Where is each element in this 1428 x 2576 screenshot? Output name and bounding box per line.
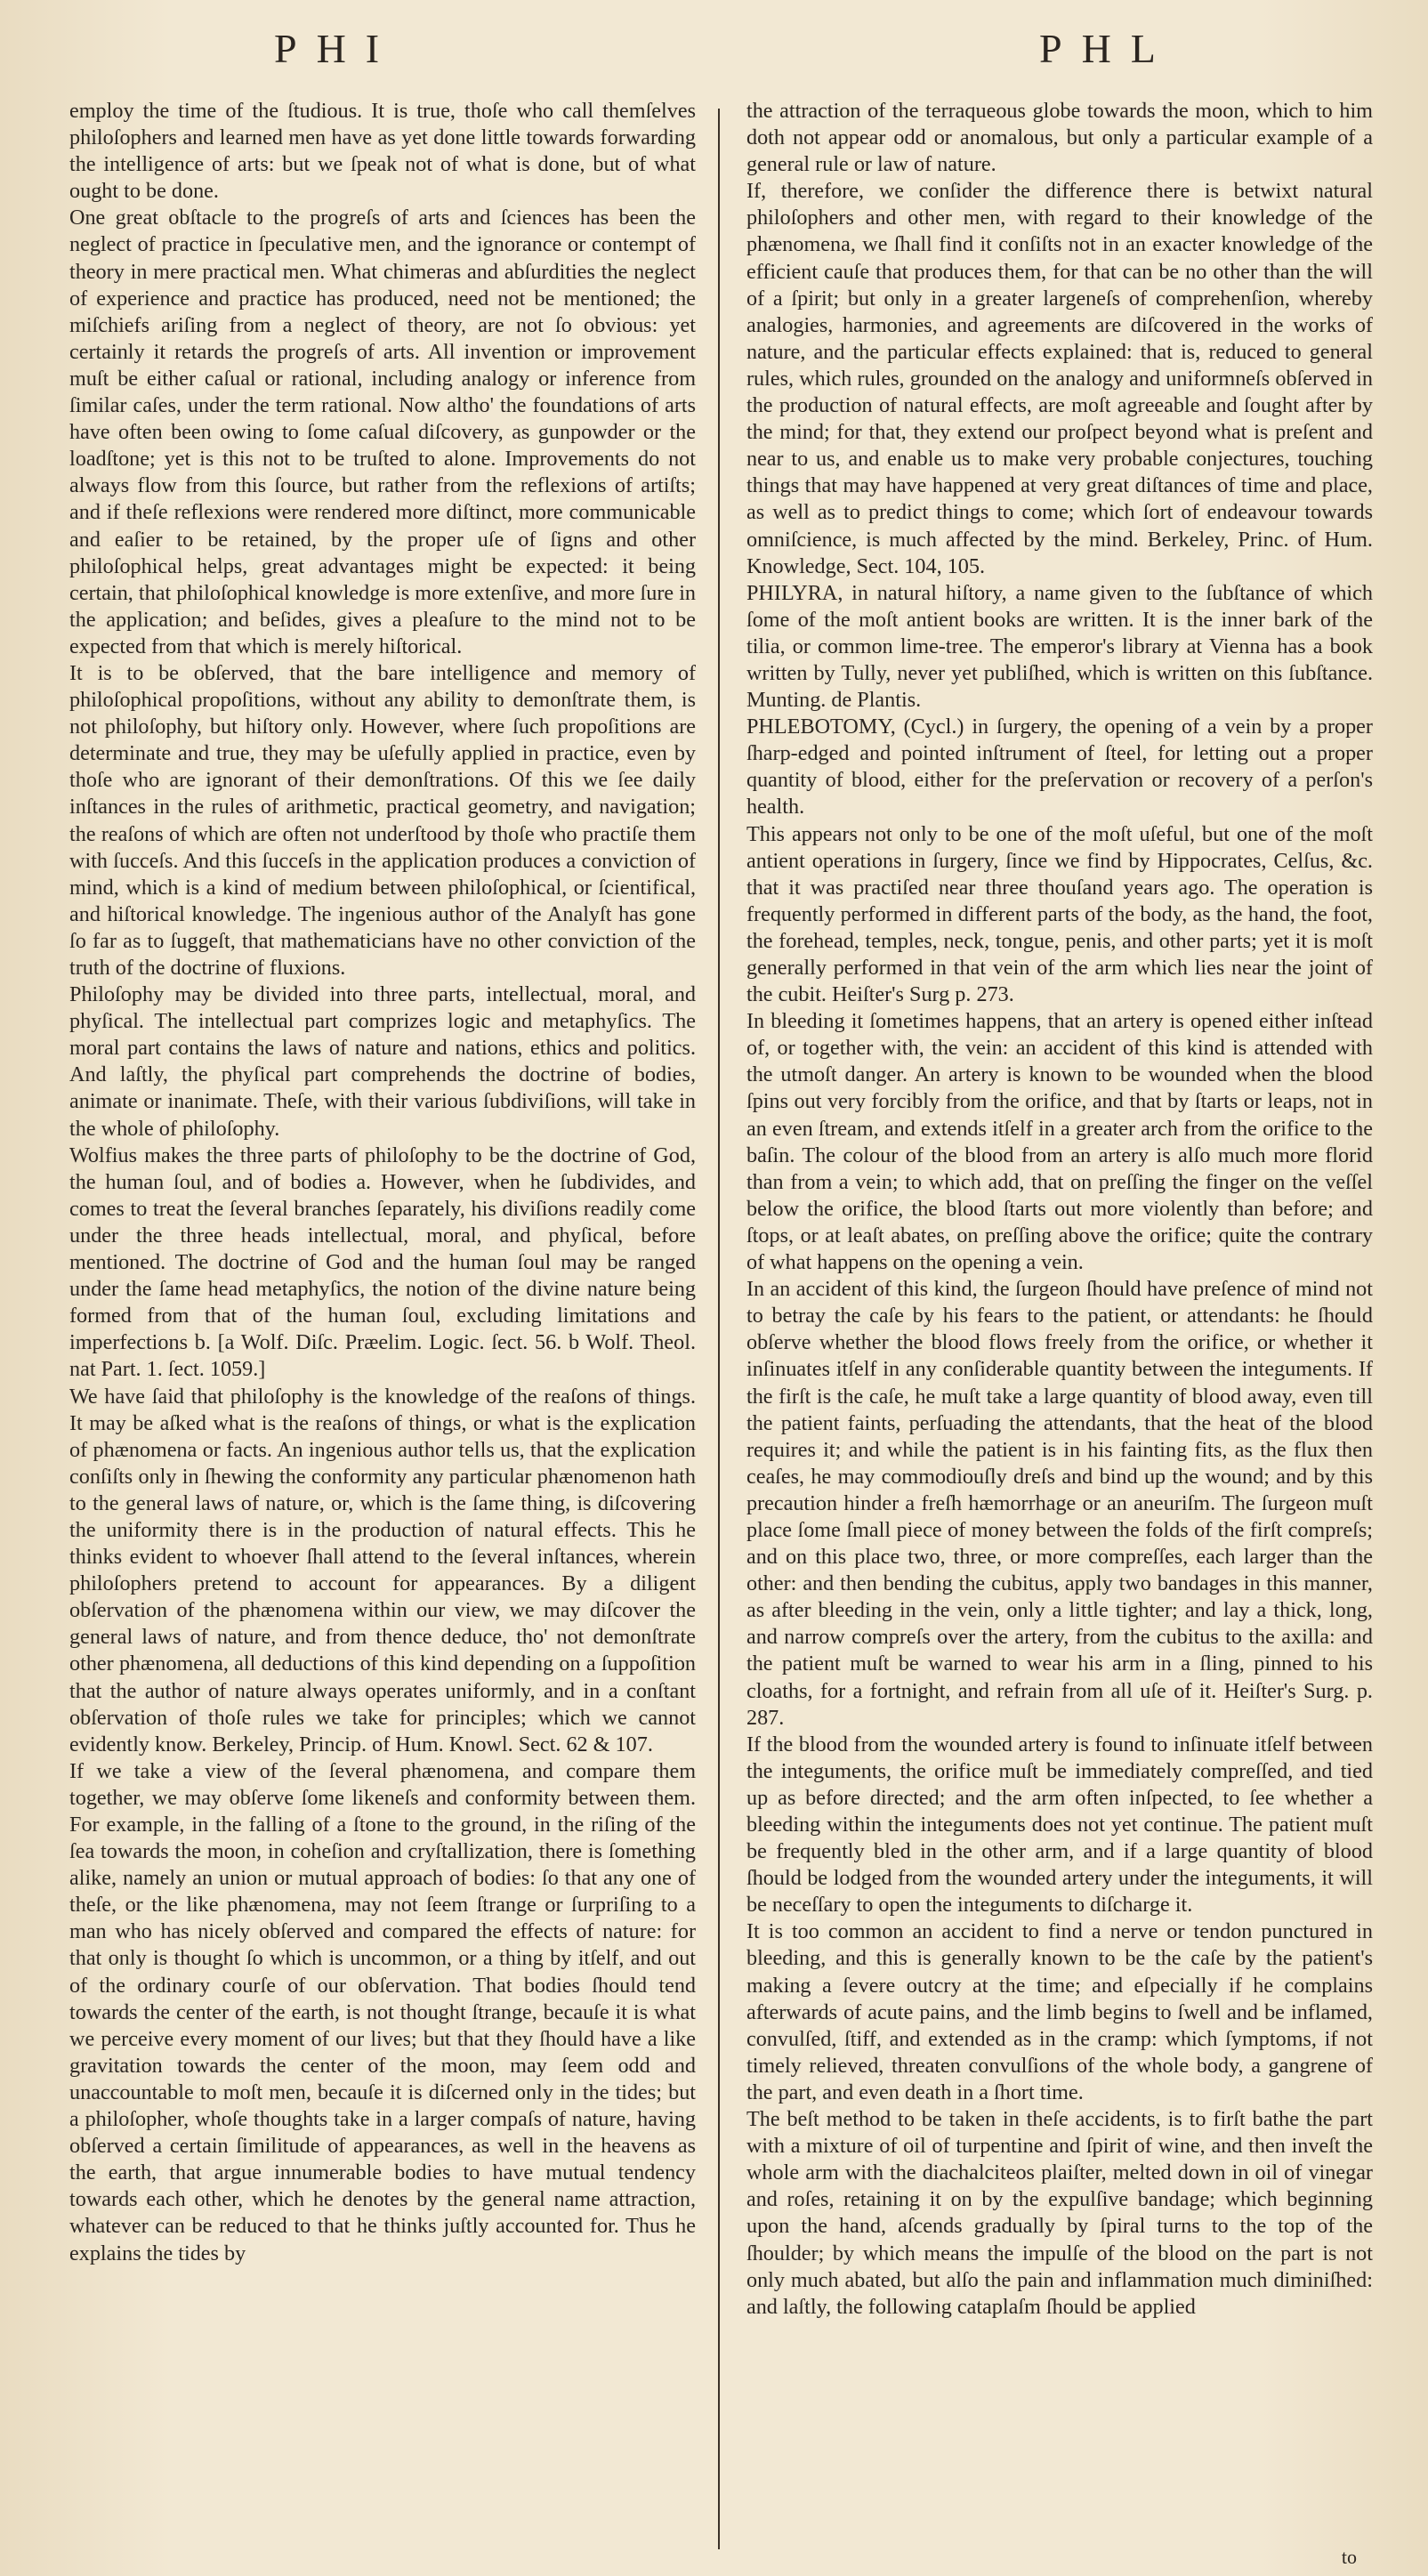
paragraph: It is to be obſerved, that the bare intelligence and memory of philoſophical propoſitions, without any ability to demonſtrate them, is not philoſophy, but hiſtory only. However, where ſuch propoſitions are determinate and true, they may be uſefully applied in practice, even by thoſe who are ignorant of their demonſtrations. Of this we ſee daily inſtances in the rules of arithmetic, practical geometry, and navigation; the reaſons of which are often not underſtood by thoſe who practiſe them with ſucceſs. And this ſucceſs in the application produces a conviction of mind, which is a kind of medium between philoſophical, or ſcientifical, and hiſtorical knowledge. The ingenious author of the Analyſt has gone ſo far as to ſuggeſt, that mathematicians have no other conviction of the truth of the doctrine of fluxions. [69, 660, 697, 980]
paragraph: In an accident of this kind, the ſurgeon ſhould have preſence of mind not to betray the caſe by his fears to the patient, or attendants: he ſhould obſerve whether the blood flows freely from the orifice, or whether it inſinuates itſelf in any conſiderable quantity between the integuments. If the firſt is the caſe, he muſt take a large quantity of blood away, even till the patient faints, perſuading the attendants, that the heat of the blood requires it; and while the patient is in his fainting fits, as the flux then ceaſes, he may commodiouſly dreſs and bind up the wound; and by this precaution hinder a freſh hæmorrhage or an aneuriſm. The ſurgeon muſt place ſome ſmall piece of money between the folds of the firſt compreſs; and on this place two, three, or more compreſſes, each larger than the other: and then bending the cubitus, apply two bandages in this manner, as after bleeding in the vein, only a little tighter; and lay a thick, long, and narrow compreſs over the artery, from the cubitus to the axilla: and the patient muſt be warned to wear his arm in a ſling, pinned to his cloaths, for a fortnight, and refrain from all uſe of it. Heiſter's Surg. p. 287. [746, 1277, 1373, 1730]
paragraph: If we take a view of the ſeveral phænomena, and compare them together, we may obſerve ſome likeneſs and conformity between them. For example, in the falling of a ſtone to the ground, in the riſing of the ſea towards the moon, in coheſion and cryſtallization, there is ſomething alike, namely an union or mutual approach of bodies: ſo that any one of theſe, or the like phænomena, may not ſeem ſtrange or ſurpriſing to a man who has nicely obſerved and compared the effects of nature: for that only is thought ſo which is uncommon, or a thing by itſelf, and out of the ordinary courſe of our obſervation. That bodies ſhould tend towards the center of the earth, is not thought ſtrange, becauſe it is what we perceive every moment of our lives; but that they ſhould have a like gravitation towards the center of the moon, may ſeem odd and unaccountable to moſt men, becauſe it is diſcerned only in the tides; but a philoſopher, whoſe thoughts take in a larger compaſs of nature, having obſerved a certain ſimilitude of appearances, as well in the heavens as the earth, that argue innumerable bodies to have mutual tendency towards each other, which he denotes by the general name attraction, whatever can be reduced to that he thinks juſtly accounted for. Thus he explains the tides by [69, 1758, 697, 2265]
paragraph: PHILYRA, in natural hiſtory, a name given to the ſubſtance of which ſome of the moſt antient books are written. It is the inner bark of the tilia, or common lime-tree. The emperor's library at Vienna has a book written by Tully, never yet publiſhed, which is written on this ſubſtance. Munting. de Plantis. [746, 580, 1373, 713]
paragraph: PHLEBOTOMY, (Cycl.) in ſurgery, the opening of a vein by a proper ſharp-edged and pointed inſtrument of ſteel, for letting out a proper quantity of blood, either for the preſervation or recovery of a perſon's health. [746, 715, 1373, 820]
paragraph: One great obſtacle to the progreſs of arts and ſciences has been the neglect of practice in ſpeculative men, and the ignorance or contempt of theory in mere practical men. What chimeras and abſurdities the neglect of experience and practice has produced, need not be mentioned; the miſchiefs ariſing from a neglect of theory, are not ſo obvious: yet certainly it retards the progreſs of arts. All invention or improvement muſt be either caſual or rational, including analogy or inference from ſimilar caſes, under the term rational. Now altho' the foundations of arts have often been owing to ſome caſual diſcovery, as gunpowder or the loadſtone; yet is this not to be truſted to alone. Improvements do not always flow from this ſource, but rather from the reflexions of artiſts; and if theſe reflexions were rendered more diſtinct, more communicable and eaſier to be retained, by the proper uſe of ſigns and other philoſophical helps, great advantages might be expected: it being certain, that philoſophical knowledge is more extenſive, and more ſure in the application; and beſides, gives a pleaſure to the mind not to be expected from that which is merely hiſtorical. [69, 206, 697, 658]
left-column [69, 98, 696, 2549]
text-columns [69, 98, 1373, 2549]
running-head-left: PHI [274, 26, 399, 71]
column-divider [718, 109, 720, 2549]
paragraph: the attraction of the terraqueous globe towards the moon, which to him doth not appear odd or anomalous, but only a particular example of a general rule or law of nature. [746, 99, 1373, 177]
right-column [746, 98, 1373, 2549]
catchword: to [1341, 2546, 1357, 2568]
paragraph: Wolfius makes the three parts of philoſophy to be the doctrine of God, the human ſoul, and of bodies a. However, when he ſubdivides, and comes to treat the ſeveral branches ſeparately, his diviſions readily come under the three heads intellectual, moral, and phyſical, before mentioned. The doctrine of God and the human ſoul may be ranged under the ſame head metaphyſics, the notion of the divine nature being formed from that of the human ſoul, excluding limitations and imperfections b. [a Wolf. Diſc. Præelim. Logic. ſect. 56. b Wolf. Theol. nat Part. 1. ſect. 1059.] [69, 1143, 697, 1382]
page-header [69, 0, 1373, 89]
paragraph: This appears not only to be one of the moſt uſeful, but one of the moſt antient operations in ſurgery, ſince we find by Hippocrates, Celſus, &c. that it was practiſed near three thouſand years ago. The operation is frequently performed in different parts of the body, as the hand, the foot, the forehead, temples, neck, tongue, penis, and other parts; yet it is moſt generally performed in that vein of the arm which lies near the joint of the cubit. Heiſter's Surg p. 273. [746, 821, 1373, 1007]
paragraph: It is too common an accident to find a nerve or tendon punctured in bleeding, and this is generally known to be the caſe by the patient's making a ſevere outcry at the time; and eſpecially if he complains afterwards of acute pains, and the limb begins to ſwell and be inflamed, convulſed, ſtiff, and extended as in the cramp: which ſymptoms, if not timely relieved, threaten convulſions of the whole body, a gangrene of the part, and even death in a ſhort time. [746, 1919, 1373, 2104]
paragraph: Philoſophy may be divided into three parts, intellectual, moral, and phyſical. The intellectual part comprizes logic and metaphyſics. The moral part contains the laws of nature and nations, ethics and politics. And laſtly, the phyſical part comprehends the doctrine of bodies, animate or inanimate. Theſe, with their various ſubdiviſions, will take in the whole of philoſophy. [69, 982, 697, 1141]
paragraph: employ the time of the ſtudious. It is true, thoſe who call themſelves philoſophers and learned men have as yet done little towards forwarding the intelligence of arts: but we ſpeak not of what is done, but of what ought to be done. [69, 99, 697, 204]
paragraph: The beſt method to be taken in theſe accidents, is to firſt bathe the part with a mixture of oil of turpentine and ſpirit of wine, and then inveſt the whole arm with the diachalciteos plaiſter, melted down in oil of vinegar and roſes, retaining it on by the expulſive bandage; which beginning upon the hand, aſcends gradually by ſpiral turns to the top of the ſhoulder; by which means the impulſe of the blood on the part is not only much abated, but alſo the pain and inflammation much diminiſhed: and laſtly, the following cataplaſm ſhould be applied [746, 2107, 1373, 2319]
paragraph: If the blood from the wounded artery is found to inſinuate itſelf between the integuments, the orifice muſt be immediately compreſſed, and tied up as before directed; and the arm often inſpected, to ſee whether a bleeding within the integuments does not yet continue. The patient muſt be frequently bled in the other arm, and if a large quantity of blood ſhould be lodged from the wounded artery under the integuments, it will be neceſſary to open the integuments to diſcharge it. [746, 1732, 1373, 1918]
running-head-right: PHL [1039, 26, 1175, 71]
paragraph: We have ſaid that philoſophy is the knowledge of the reaſons of things. It may be aſked what is the reaſons of things, or what is the explication of phænomena or facts. An ingenious author tells us, that the explication conſiſts only in ſhewing the conformity any particular phænomenon hath to the general laws of nature, or, which is the ſame thing, is diſcovering the uniformity there is in the production of natural effects. This he thinks evident to whoever ſhall attend to the ſeveral inſtances, wherein philoſophers pretend to account for appearances. By a diligent obſervation of the phænomena within our view, we may diſcover the general laws of nature, and from thence deduce, tho' not demonſtrate other phænomena, all deductions of this kind depending on a ſuppoſition that the author of nature always operates uniformly, and in a conſtant obſervation of thoſe rules we take for principles; which we cannot evidently know. Berkeley, Princip. of Hum. Knowl. Sect. 62 & 107. [69, 1384, 697, 1756]
paragraph: If, therefore, we conſider the difference there is betwixt natural philoſophers and other men, with regard to their knowledge of the phænomena, we ſhall find it conſiſts not in an exacter knowledge of the efficient cauſe that produces them, for that can be no other than the will of a ſpirit; but only in a greater largeneſs of comprehenſion, whereby analogies, harmonies, and agreements are diſcovered in the works of nature, and the particular effects explained: that is, reduced to general rules, which rules, grounded on the analogy and uniformneſs obſerved in the production of natural effects, are moſt agreeable and ſought after by the mind; for that, they extend our proſpect beyond what is preſent and near to us, and enable us to make very probable conjectures, touching things that may have happened at very great diſtances of time and place, as well as to predict things to come; which ſort of endeavour towards omniſcience, is much affected by the mind. Berkeley, Princ. of Hum. Knowledge, Sect. 104, 105. [746, 179, 1373, 578]
paragraph: In bleeding it ſometimes happens, that an artery is opened either inſtead of, or together with, the vein: an accident of this kind is attended with the utmoſt danger. An artery is known to be wounded when the blood ſpins out very forcibly from the orifice, and that by ſtarts or leaps, not in an even ſtream, and extends itſelf in a greater arch from the orifice to the baſin. The colour of the blood from an artery is alſo much more florid than from a vein; to which add, that on preſſing the finger on the veſſel below the orifice, the blood ſtarts out more violently than before; and ſtops, or at leaſt abates, on preſſing above the orifice; quite the contrary of what happens on the opening a vein. [746, 1009, 1373, 1275]
